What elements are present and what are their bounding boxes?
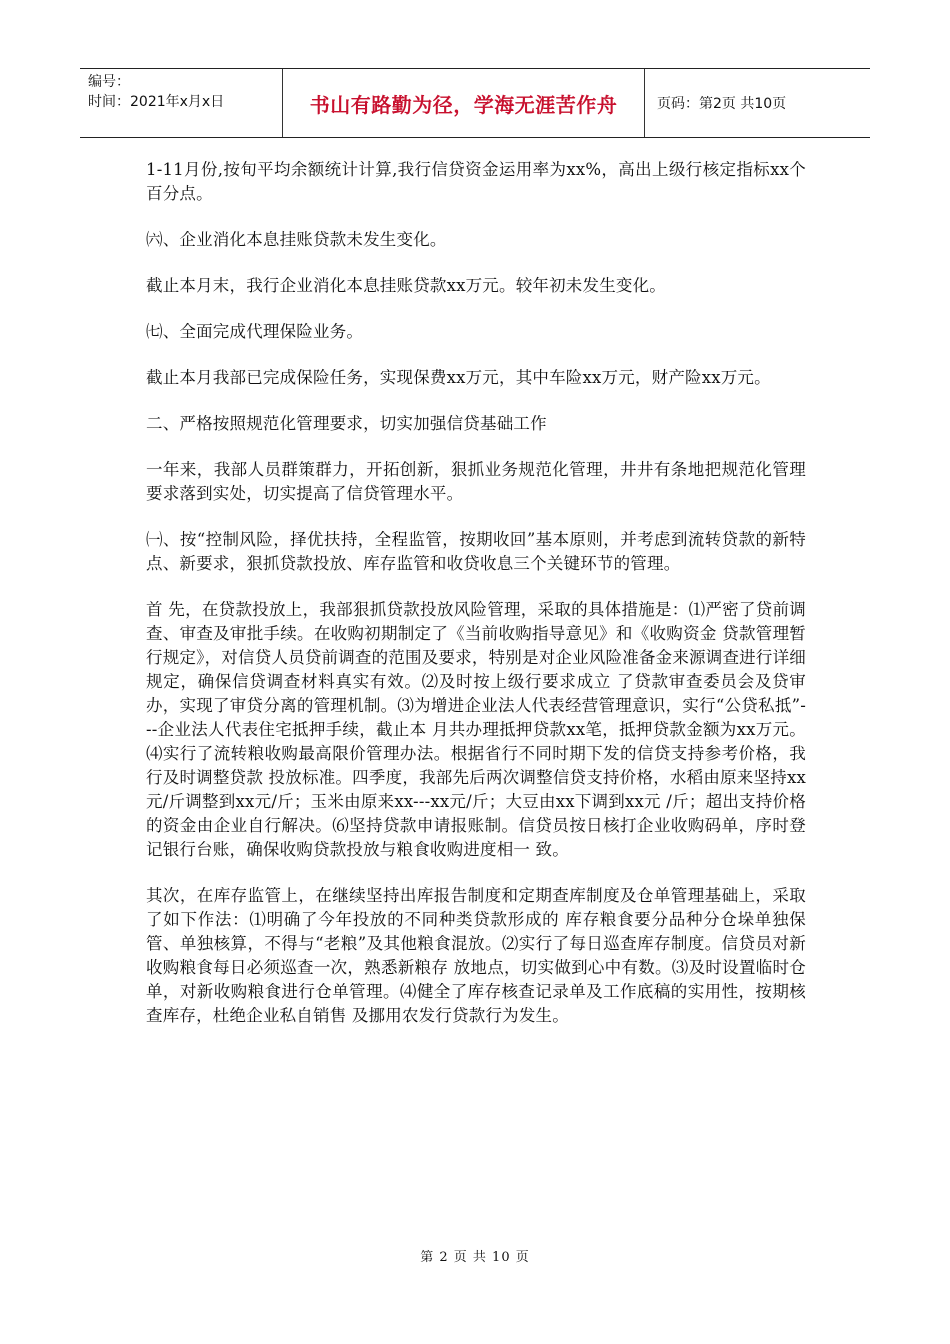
header-motto: 书山有路勤为径，学海无涯苦作舟 (283, 69, 645, 137)
page-footer: 第 2 页 共 10 页 (420, 1250, 530, 1265)
paragraph: ㈥、企业消化本息挂账贷款未发生变化。 (146, 230, 447, 249)
paragraph: 1-11月份,按旬平均余额统计计算,我行信贷资金运用率为xx%，高出上级行核定指标xx个百分点。 (146, 160, 806, 203)
paragraph: 首 先，在贷款投放上，我部狠抓贷款投放风险管理，采取的具体措施是：⑴严密了贷前调查、审查及审批手续。在收购初期制定了《当前收购指导意见》和《收购资金 贷款管理暂行规定》，对信贷人员贷前调查的范围及要求，特别是对企业风险准备金来源调查进行详细规定，确保信贷调查材料真实有效。⑵及时按上级行要求成立 了贷款审查委员会及贷审办，实现了审贷分离的管理机制。⑶为增进企业法人代表经营管理意识，实行“公贷私抵”---企业法人代表住宅抵押手续，截止本 月共办理抵押贷款xx笔，抵押贷款金额为xx万元。⑷实行了流转粮收购最高限价管理办法。根据省行不同时期下发的信贷支持参考价格，我行及时调整贷款 投放标准。四季度，我部先后两次调整信贷支持价格，水稻由原来坚持xx元/斤调整到xx元/斤；玉米由原来xx---xx元/斤；大豆由xx下调到xx元 /斤；超出支持价格的资金由企业自行解决。⑹坚持贷款申请报账制。信贷员按日核打企业收购码单，序时登记银行台账，确保收购贷款投放与粮食收购进度相一 致。 (146, 600, 806, 859)
paragraph: ㈦、全面完成代理保险业务。 (146, 322, 364, 341)
paragraph: 其次，在库存监管上，在继续坚持出库报告制度和定期查库制度及仓单管理基础上，采取了如下作法：⑴明确了今年投放的不同种类贷款形成的 库存粮食要分品种分仓垛单独保管、单独核算，不得与“老粮”及其他粮食混放。⑵实行了每日巡查库存制度。信贷员对新收购粮食每日必须巡查一次，熟悉新粮存 放地点，切实做到心中有数。⑶及时设置临时仓单，对新收购粮食进行仓单管理。⑷健全了库存核查记录单及工作底稿的实用性，按期核查库存，杜绝企业私自销售 及挪用农发行贷款行为发生。 (146, 886, 806, 1025)
header-page-info: 页码：第2页 共10页 (657, 96, 787, 112)
document-time-label: 时间：2021年x月x日 (88, 94, 225, 110)
paragraph: 截止本月我部已完成保险任务，实现保费xx万元，其中车险xx万元，财产险xx万元。 (146, 368, 771, 387)
section-heading: 二、严格按照规范化管理要求，切实加强信贷基础工作 (146, 414, 547, 433)
paragraph: 截止本月末，我行企业消化本息挂账贷款xx万元。较年初未发生变化。 (146, 276, 667, 295)
page-header (80, 68, 870, 138)
header-meta (80, 69, 283, 137)
paragraph: ㈠、按“控制风险，择优扶持，全程监管，按期收回”基本原则，并考虑到流转贷款的新特点、新要求，狠抓贷款投放、库存监管和收贷收息三个关键环节的管理。 (146, 530, 806, 573)
document-body (146, 158, 806, 1050)
paragraph: 一年来，我部人员群策群力，开拓创新，狠抓业务规范化管理，井井有条地把规范化管理要求落到实处，切实提高了信贷管理水平。 (146, 460, 806, 503)
document-number-label: 编号： (88, 74, 130, 90)
